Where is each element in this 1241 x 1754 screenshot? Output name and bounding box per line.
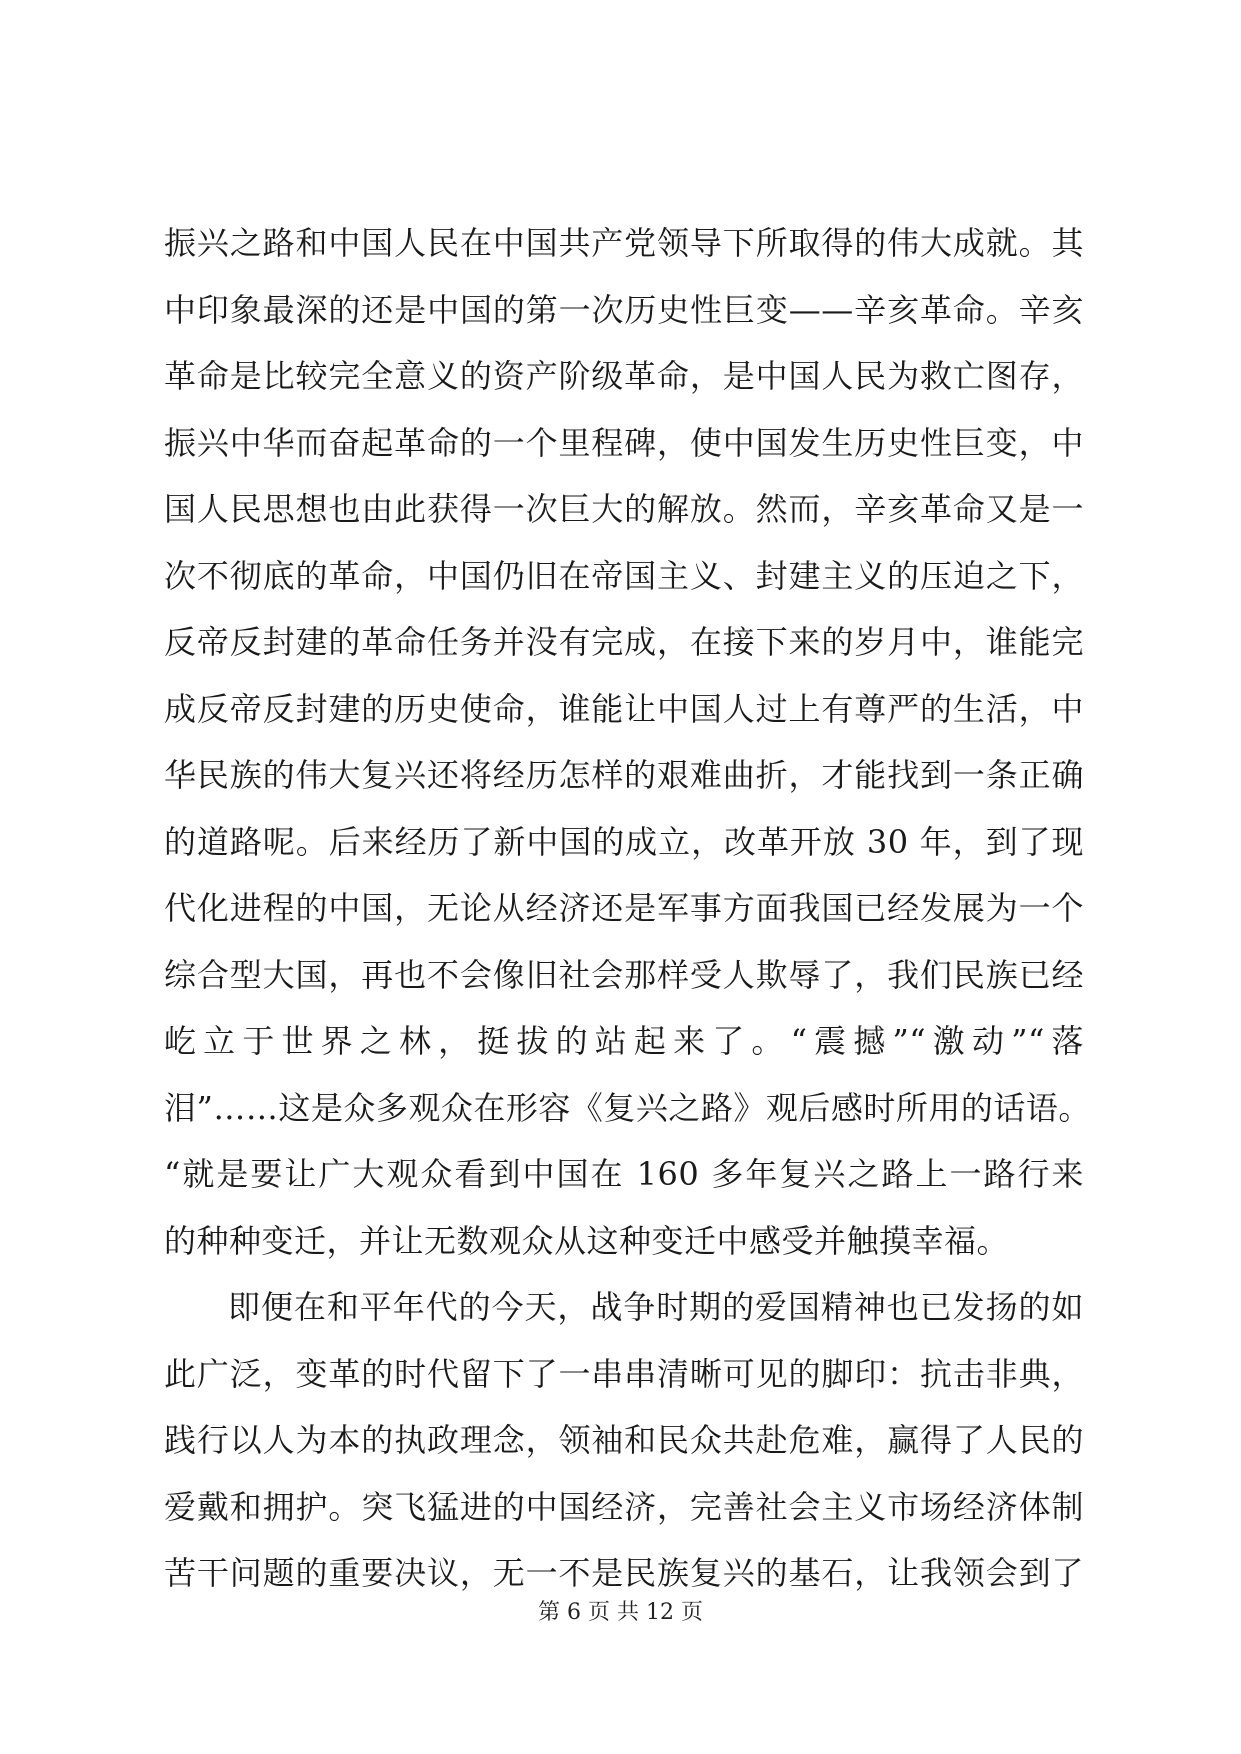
text-line: 屹立于世界之林，挺拔的站起来了。“震撼”“激动”“落 [164, 1022, 1084, 1060]
text-line: 中印象最深的还是中国的第一次历史性巨变——辛亥革命。辛亥 [164, 290, 1084, 329]
paragraph-1 [164, 210, 1091, 1274]
text-line: 的种种变迁，并让无数观众从这种变迁中感受并触摸幸福。 [164, 1221, 1010, 1260]
body-text [164, 210, 1091, 1607]
text-line: 践行以人为本的执政理念，领袖和民众共赴危难，赢得了人民的 [164, 1421, 1084, 1459]
paragraph-2 [164, 1274, 1084, 1607]
text-line: 成反帝反封建的历史使命，谁能让中国人过上有尊严的生活，中 [164, 689, 1084, 728]
text-line: 即便在和平年代的今天，战争时期的爱国精神也已发扬的如 [228, 1288, 1084, 1326]
text-line: 反帝反封建的革命任务并没有完成，在接下来的岁月中，谁能完 [164, 623, 1084, 661]
text-line: 的道路呢。后来经历了新中国的成立，改革开放 30 年，到了现 [164, 822, 1084, 861]
text-line: 代化进程的中国，无论从经济还是军事方面我国已经发展为一个 [164, 889, 1084, 927]
text-line: “就是要让广大观众看到中国在 160 多年复兴之路上一路行来 [164, 1155, 1084, 1193]
page-number-footer: 第 6 页 共 12 页 [538, 1600, 703, 1625]
text-line: 革命是比较完全意义的资产阶级革命，是中国人民为救亡图存， [164, 357, 1084, 395]
text-line: 次不彻底的革命，中国仍旧在帝国主义、封建主义的压迫之下， [164, 556, 1084, 595]
text-line: 华民族的伟大复兴还将经历怎样的艰难曲折，才能找到一条正确 [164, 756, 1084, 794]
text-line: 振兴之路和中国人民在中国共产党领导下所取得的伟大成就。其 [164, 224, 1084, 262]
text-line: 此广泛，变革的时代留下了一串串清晰可见的脚印：抗击非典， [164, 1354, 1084, 1393]
text-line: 国人民思想也由此获得一次巨大的解放。然而，辛亥革命又是一 [164, 490, 1084, 528]
text-line: 泪”……这是众多观众在形容《复兴之路》观后感时所用的话语。 [164, 1088, 1091, 1127]
text-line: 苦干问题的重要决议，无一不是民族复兴的基石，让我领会到了 [164, 1554, 1084, 1592]
text-line: 综合型大国，再也不会像旧社会那样受人欺辱了，我们民族已经 [164, 955, 1084, 994]
text-line: 振兴中华而奋起革命的一个里程碑，使中国发生历史性巨变，中 [164, 423, 1084, 462]
text-line: 爱戴和拥护。突飞猛进的中国经济，完善社会主义市场经济体制 [164, 1487, 1084, 1526]
